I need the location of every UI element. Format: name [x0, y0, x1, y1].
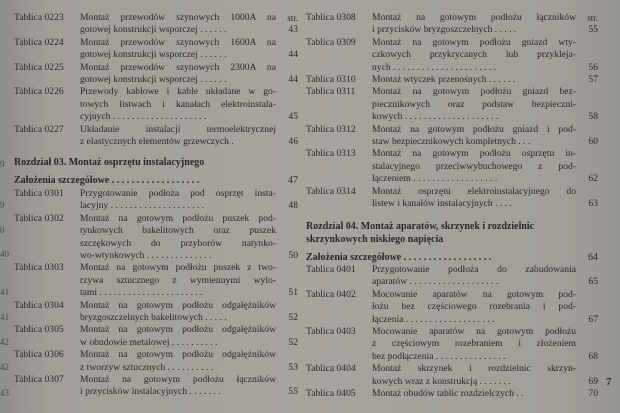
margin-number: 9 — [0, 200, 5, 210]
entry-description: Montaż na gotowym podłożu łączników i przycisków bryzgoszczelnych . . . . . — [372, 12, 576, 36]
entry-description: Przygotowanie podłoża pod osprzęt insta- lacyjny . . . . . . . . . . . . . . . . . . . . — [80, 187, 276, 212]
toc-entry — [4, 213, 298, 263]
toc-entry — [4, 324, 298, 349]
toc-entry — [306, 326, 598, 363]
toc-entry — [306, 388, 598, 400]
entry-page-number: 69 — [588, 375, 598, 387]
entry-description: Przygotowanie podłoża do zabudowania aparatów . . . . . . . . . . . . . . . . . . . — [372, 263, 576, 288]
entry-page-number: 44 — [288, 49, 298, 61]
table-id: Tablica 0301 — [14, 187, 64, 199]
toc-entry — [4, 62, 298, 87]
table-id: Tablica 0314 — [306, 185, 356, 197]
table-id: Tablica 0307 — [14, 373, 64, 385]
table-id: Tablica 0225 — [14, 61, 64, 73]
table-id: Tablica 0309 — [306, 36, 356, 48]
margin-number: 43 — [0, 388, 9, 398]
table-id: Tablica 0312 — [306, 123, 356, 135]
table-id: Tablica 0310 — [306, 74, 356, 86]
toc-entry — [306, 148, 598, 185]
entry-page-number: 60 — [588, 136, 598, 148]
toc-entry — [4, 37, 298, 62]
table-id: Tablica 0224 — [14, 36, 64, 48]
table-id: Tablica 0305 — [14, 324, 64, 336]
toc-entry — [4, 374, 298, 399]
table-id: Tablica 0227 — [14, 123, 64, 135]
toc-entry — [306, 264, 598, 289]
entry-description: Montaż przewodów szynowych 1600A na gotowej konstrukcji wsporczej . . . . . . — [80, 36, 276, 61]
table-id: Tablica 0223 — [14, 12, 64, 23]
toc-entry — [4, 349, 298, 374]
margin-number: 0 — [0, 225, 5, 235]
toc-entry — [4, 262, 298, 299]
table-id: Tablica 0404 — [306, 363, 356, 375]
toc-entry — [306, 12, 598, 37]
entry-page-number: 44 — [288, 74, 298, 86]
toc-entry — [306, 289, 598, 326]
entry-page-number: 58 — [588, 111, 598, 123]
entry-page-number: 50 — [288, 249, 298, 261]
margin-number: 42 — [0, 362, 9, 372]
toc-column-left — [4, 0, 298, 399]
table-id: Tablica 0311 — [306, 86, 356, 98]
entry-description: Montaż na gotowym podłożu gniazd bez- piecznikowych oraz podstaw bezpieczni- kowych . . . . . . . . . . . . . . . . . . . . — [372, 86, 576, 123]
entry-page-number: 67 — [588, 313, 598, 325]
table-id: Tablica 0313 — [306, 148, 356, 160]
entry-description: Montaż skrzynek i rozdzielnic skrzyn- kowych wraz z konstrukcją . . . . . . . — [372, 363, 576, 387]
entry-page-number: 48 — [288, 200, 298, 212]
entry-page-number: 55 — [288, 386, 298, 398]
entry-page-number: 46 — [288, 136, 298, 148]
entry-description: Mocowanie aparatów na gotowym podłożu z częściowym rozebraniem i złożeniem bez podłączenia . . . . . . . . . . . . . . . — [372, 325, 576, 362]
entry-page-number: 65 — [588, 276, 598, 288]
entry-page-number: str. 55 — [576, 12, 598, 37]
page-number: 7 — [606, 376, 612, 388]
toc-entry — [306, 74, 598, 86]
toc-entry — [306, 124, 598, 149]
entry-page-number: 63 — [588, 198, 598, 210]
toc-entry — [4, 12, 298, 37]
entry-description: Montaż przewodów szynowych 1000A na gotowej konstrukcji wsporczej . . . . . . — [80, 12, 276, 36]
toc-entry — [306, 363, 598, 388]
page-column-header: str. — [587, 13, 598, 23]
toc-column-right — [306, 0, 598, 400]
toc-entry — [306, 186, 598, 211]
entry-page-number: str. 43 — [276, 12, 298, 37]
entry-description: Montaż na gotowym podłożu puszek pod- tynkowych bakelitowych oraz puszek szczękowych do przyborów natynko- wo-wtynkowych . . . . . . . . . . . . . . — [80, 212, 276, 261]
general-assumptions-heading: Założenia szczegółowe . . . . . . . . . . . . . . . . . . 47 — [14, 175, 298, 187]
entry-page-number: 52 — [288, 336, 298, 348]
entry-page-number: 70 — [588, 387, 598, 399]
entry-description: Montaż osprzętu elektroinstalacyjnego do listew i kanałów instalacyjnych . . . . — [372, 185, 576, 210]
entry-description: Układanie instalacji termoelektrycznej z elastycznych elementów grzewczych . — [80, 123, 276, 148]
entry-page-number: 53 — [288, 361, 298, 373]
toc-entry — [4, 124, 298, 149]
table-id: Tablica 0405 — [306, 387, 356, 399]
entry-description: Przewody kablowe i kable układane w go- towych listwach i kanałach elektroinstala- cyjnych . . . . . . . . . . . . . . . . . . . . — [80, 86, 276, 123]
toc-entry — [4, 86, 298, 123]
chapter-title: Rozdział 04. Montaż aparatów, skrzynek i rozdzielnic skrzynkowych niskiego napięcia — [306, 220, 535, 245]
general-assumptions-heading: Założenia szczegółowe . . . . . . . . . . . . . . . . . . 64 — [306, 251, 598, 263]
chapter-title: Rozdział 03. Montaż osprzętu instalacyjnego — [14, 157, 205, 169]
entry-page-number: 68 — [588, 350, 598, 362]
entry-page-number: 47 — [288, 175, 298, 187]
margin-number: 41 — [0, 287, 9, 297]
toc-entry — [306, 86, 598, 123]
entry-description: Montaż wtyczek przenośnych . . . . . . — [372, 74, 516, 86]
entry-description: Montaż na gotowym podłożu odgałęźników bryzgoszczelnych bakelitowych . . . . . — [80, 299, 276, 323]
entry-description: Montaż obudów tablic rozdzielczych . . — [372, 387, 524, 399]
entry-description: Montaż przewodów szynowych 2300A na gotowej konstrukcji wsporczej . . . . . . — [80, 61, 276, 86]
margin-number: 42 — [0, 337, 9, 347]
table-id: Tablica 0402 — [306, 288, 356, 300]
margin-number: 41 — [0, 312, 9, 322]
table-id: Tablica 0308 — [306, 12, 356, 23]
toc-entry — [4, 300, 298, 325]
margin-number: 40 — [0, 249, 9, 259]
toc-entry — [4, 188, 298, 213]
page-column-header: str. — [287, 13, 298, 23]
toc-entry — [306, 37, 598, 74]
entry-page-number: 57 — [588, 74, 598, 86]
entry-description: Montaż na gotowym podłożu łączników i przycisków instalacyjnych . . . . . . . — [80, 373, 276, 398]
entry-page-number: 45 — [288, 111, 298, 123]
table-id: Tablica 0401 — [306, 263, 356, 275]
entry-description: Mocowanie aparatów na gotowym pod- łożu bez częściowego rozebrania i pod- łączenia . . . . . . . . . . . . . . . . . . . — [372, 288, 576, 325]
margin-number: 9 — [0, 159, 5, 169]
entry-page-number: 62 — [588, 173, 598, 185]
entry-page-number: 56 — [588, 61, 598, 73]
table-id: Tablica 0302 — [14, 212, 64, 224]
entry-description: Montaż na gotowym podłożu osprzętu in- stalacyjnego przeciwwybuchowego z pod- łączeniem . . . . . . . . . . . . . . . . . . — [372, 148, 576, 185]
entry-description: Montaż na gotowym podłożu puszek z two- rzywa sztucznego z wymiennymi wylo- tami . . . . . . . . . . . . . . . . . . . . . . — [80, 262, 276, 299]
entry-page-number: 64 — [588, 251, 598, 263]
table-id: Tablica 0226 — [14, 86, 64, 98]
entry-description: Montaż na gotowym podłożu gniazd i pod- staw bezpiecznikowych kompletnych . . . — [372, 123, 576, 148]
table-id: Tablica 0403 — [306, 325, 356, 337]
table-id: Tablica 0306 — [14, 349, 64, 361]
entry-description: Montaż na gotowym podłożu odgałęźników z tworzyw sztucznych . . . . . . . . . . — [80, 349, 276, 373]
entry-page-number: 51 — [288, 287, 298, 299]
entry-description: Montaż na gotowym podłożu odgałęźników w obudowie metalowej . . . . . . . . . . — [80, 324, 276, 348]
entry-page-number: 52 — [288, 311, 298, 323]
table-id: Tablica 0304 — [14, 299, 64, 311]
table-id: Tablica 0303 — [14, 262, 64, 274]
entry-description: Montaż na gotowym podłożu gniazd wty- czkowych przykrycanych lub przykleja- nych . . . . . . . . . . . . . . . . . . . . . . — [372, 36, 576, 73]
